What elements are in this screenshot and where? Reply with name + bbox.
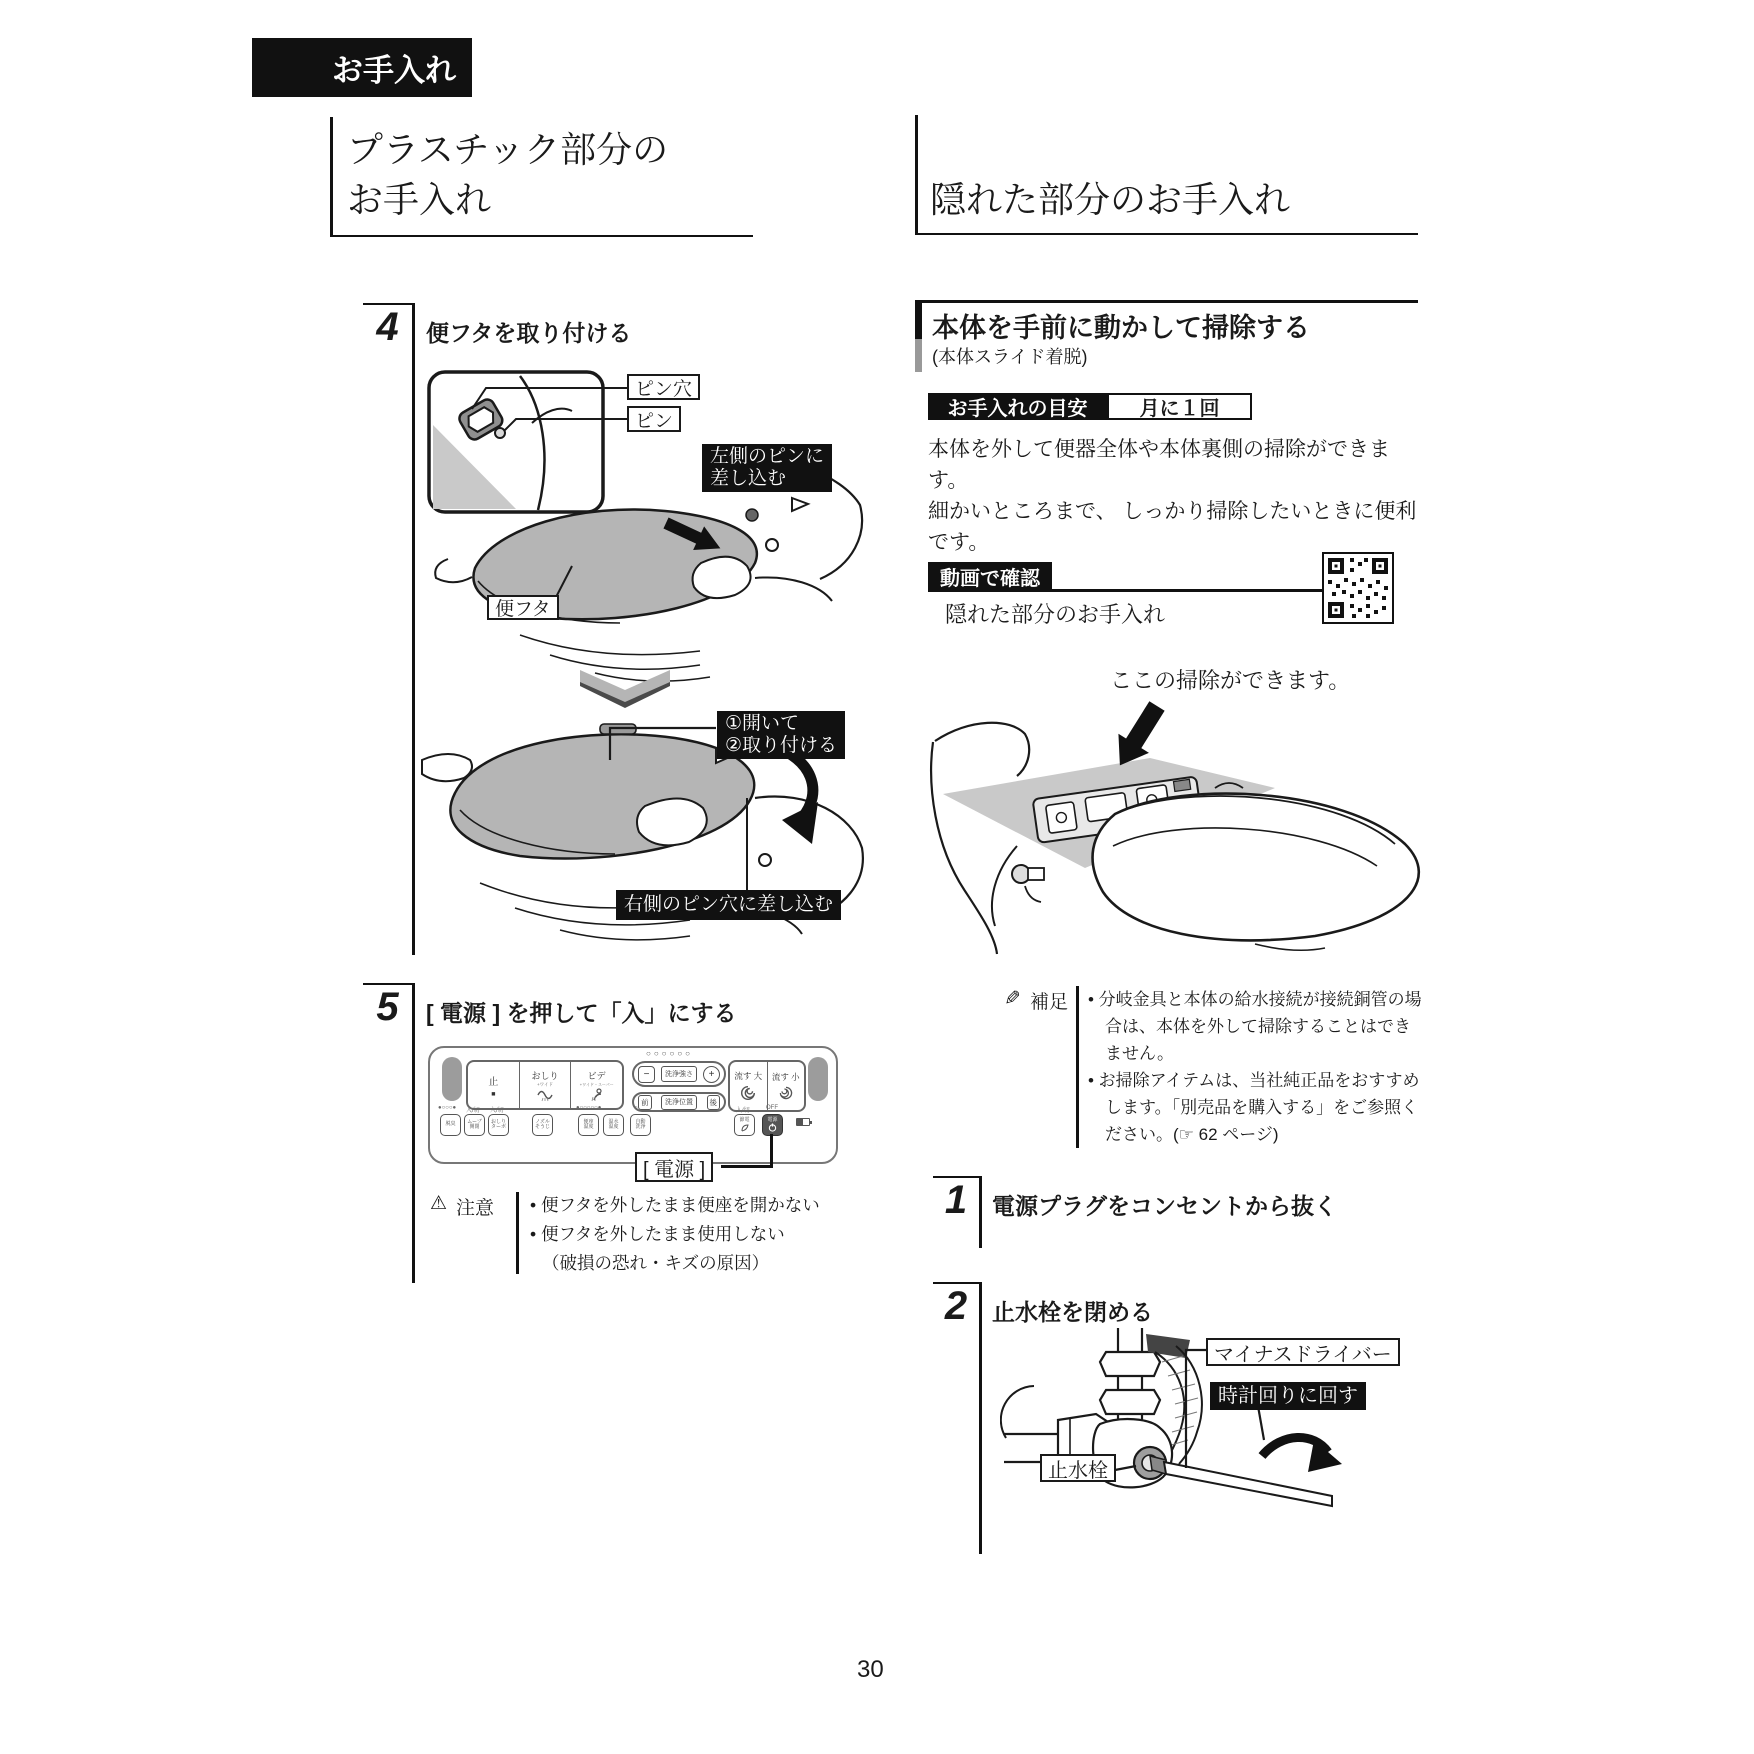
remote-right-pad	[808, 1057, 828, 1101]
power-callout-label: [ 電源 ]	[635, 1152, 713, 1182]
insert-left-pin-label: 左側のピンに 差し込む	[702, 444, 832, 492]
seat-temp-button: 便座 温度	[578, 1114, 599, 1136]
step5-rule	[412, 983, 415, 1283]
note-label: 補足	[1030, 992, 1069, 1013]
marker-onoff-3: 入/切	[736, 1108, 750, 1114]
page-number: 30	[857, 1656, 884, 1683]
strength-label: 洗浄強さ	[661, 1066, 697, 1082]
flush-small-spiral-icon	[778, 1085, 794, 1101]
turbo-button: おしり ターボ	[488, 1114, 509, 1136]
step4-number: 4	[363, 303, 412, 359]
pin-hole-label: ピン穴	[627, 374, 700, 400]
caution-item-2: • 便フタを外したまま使用しない	[530, 1224, 785, 1244]
strength-plus-button: +	[703, 1066, 720, 1083]
right-step2-rule	[979, 1282, 982, 1554]
move-button: ムーブ 開閉	[464, 1114, 485, 1136]
power-icon	[768, 1123, 777, 1132]
marker-lamps: ●○○○●	[438, 1105, 457, 1111]
position-front-button: 前	[638, 1095, 652, 1110]
position-back-button: 後	[707, 1095, 721, 1110]
pencil-icon: ✎	[1004, 988, 1021, 1010]
right-step2-title: 止水栓を閉める	[992, 1299, 1153, 1325]
note-item-2: • お掃除アイテムは、当社純正品をおすすめします。「別売品を購入する」をご参照ください。(☞ 62 ページ)	[1088, 1071, 1420, 1144]
maintenance-freq-value: 月に１回	[1107, 393, 1252, 420]
video-caption: 隠れた部分のお手入れ	[945, 602, 1166, 627]
marker-onoff-2: 入/切	[490, 1108, 504, 1114]
marker-onoff-1: 入/切	[466, 1108, 480, 1114]
hidden-parts-diagram	[925, 696, 1448, 964]
wash-position-row	[632, 1092, 726, 1112]
auto-flush-button: 自動 洗浄	[630, 1114, 651, 1136]
wash-button-group	[466, 1060, 624, 1110]
remote-control	[428, 1046, 838, 1164]
eco-leaf-icon	[741, 1124, 749, 1132]
step4-rule	[412, 303, 415, 955]
section-title: 本体を手前に動かして掃除する	[932, 313, 1310, 343]
body-line-1: 本体を外して便器全体や本体裏側の掃除ができま	[928, 438, 1390, 461]
video-badge: 動画で確認	[928, 562, 1052, 590]
step5-title: [ 電源 ] を押して「入」にする	[426, 1000, 737, 1026]
battery-icon	[796, 1118, 810, 1126]
maintenance-freq-badge: お手入れの目安	[928, 393, 1107, 420]
warning-icon: ⚠	[430, 1193, 448, 1214]
strength-minus-button: −	[638, 1066, 655, 1083]
left-heading-rule	[330, 235, 753, 237]
strength-dots: ○○○○○○	[646, 1049, 693, 1058]
step4-title: 便フタを取り付ける	[426, 320, 632, 346]
left-heading-bar	[330, 117, 333, 237]
caution-item-1: • 便フタを外したまま便座を開かない	[530, 1195, 820, 1215]
power-button: 電源	[762, 1114, 783, 1136]
power-leader-h	[721, 1165, 773, 1168]
bide-button: ビデ +ワイド・スーパー	[570, 1062, 622, 1108]
right-step1-number: 1	[933, 1176, 979, 1230]
left-heading-line2: お手入れ	[347, 179, 492, 220]
section-body	[928, 434, 1416, 558]
qr-code	[1322, 552, 1394, 624]
open-attach-label: ①開いて ②取り付ける	[717, 711, 845, 759]
right-step2-number: 2	[933, 1282, 979, 1336]
marker-temp-lamps: ●○○○○○●	[576, 1105, 602, 1111]
body-line-2: す。	[928, 469, 969, 492]
nozzle-clean-button: ノズル そうじ	[532, 1114, 553, 1136]
note-item-1: • 分岐金具と本体の給水接続が接続銅管の場合は、本体を外して掃除することはできません。	[1088, 990, 1422, 1063]
section-left-bar-gray	[915, 339, 922, 372]
caution-item-3: （破損の恐れ・キズの原因）	[542, 1253, 770, 1273]
section-left-bar-dark	[915, 303, 922, 339]
stop-square-icon: ■	[491, 1090, 496, 1098]
banner-label: お手入れ	[332, 53, 456, 88]
deodorize-button: 脱臭	[440, 1114, 461, 1136]
caution-divider	[516, 1192, 519, 1274]
clockwise-label: 時計回りに回す	[1210, 1382, 1366, 1410]
water-temp-button: 温水 温度	[603, 1114, 624, 1136]
flush-big-spiral-icon	[739, 1084, 757, 1102]
remote-left-pad	[442, 1057, 462, 1101]
flush-small-button: 流す 小	[767, 1062, 805, 1110]
stop-button: 止 ■	[488, 1076, 499, 1098]
screwdriver-label: マイナスドライバー	[1206, 1338, 1400, 1366]
bide-spray-icon	[587, 1088, 607, 1102]
here-caption: ここの掃除ができます。	[1110, 668, 1351, 693]
wash-strength-row	[632, 1061, 726, 1087]
position-label: 洗浄位置	[661, 1095, 697, 1110]
caution-label: 注意	[456, 1198, 495, 1219]
pin-label: ピン	[627, 406, 681, 432]
power-leader-v	[770, 1134, 773, 1168]
body-line-4: です。	[928, 531, 990, 554]
shutoff-valve-label: 止水栓	[1040, 1454, 1116, 1482]
oshiri-button: おしり +ワイド	[519, 1062, 571, 1108]
marker-off: OFF	[766, 1105, 778, 1111]
body-line-3: 細かいところまで、 しっかり掃除したいときに便利	[928, 500, 1417, 523]
section-top-rule	[915, 300, 1418, 303]
marker-auto-lamp: ○	[634, 1105, 638, 1111]
oshiri-spray-icon	[535, 1088, 555, 1102]
lid-label: 便フタ	[487, 595, 559, 620]
right-step1-title: 電源プラグをコンセントから抜く	[992, 1193, 1337, 1219]
right-heading: 隠れた部分のお手入れ	[930, 179, 1291, 220]
right-heading-bar	[915, 115, 918, 235]
section-subtitle: (本体スライド着脱)	[932, 347, 1088, 367]
left-heading-line1: プラスチック部分の	[347, 129, 669, 170]
flush-big-button: 流す 大	[730, 1062, 767, 1110]
section-banner	[252, 38, 472, 97]
note-divider	[1076, 986, 1079, 1148]
step5-number: 5	[363, 983, 412, 1039]
right-heading-rule	[915, 233, 1418, 235]
insert-right-label: 右側のピン穴に差し込む	[616, 890, 841, 920]
right-step1-rule	[979, 1176, 982, 1248]
eco-button: 節電	[734, 1114, 755, 1136]
